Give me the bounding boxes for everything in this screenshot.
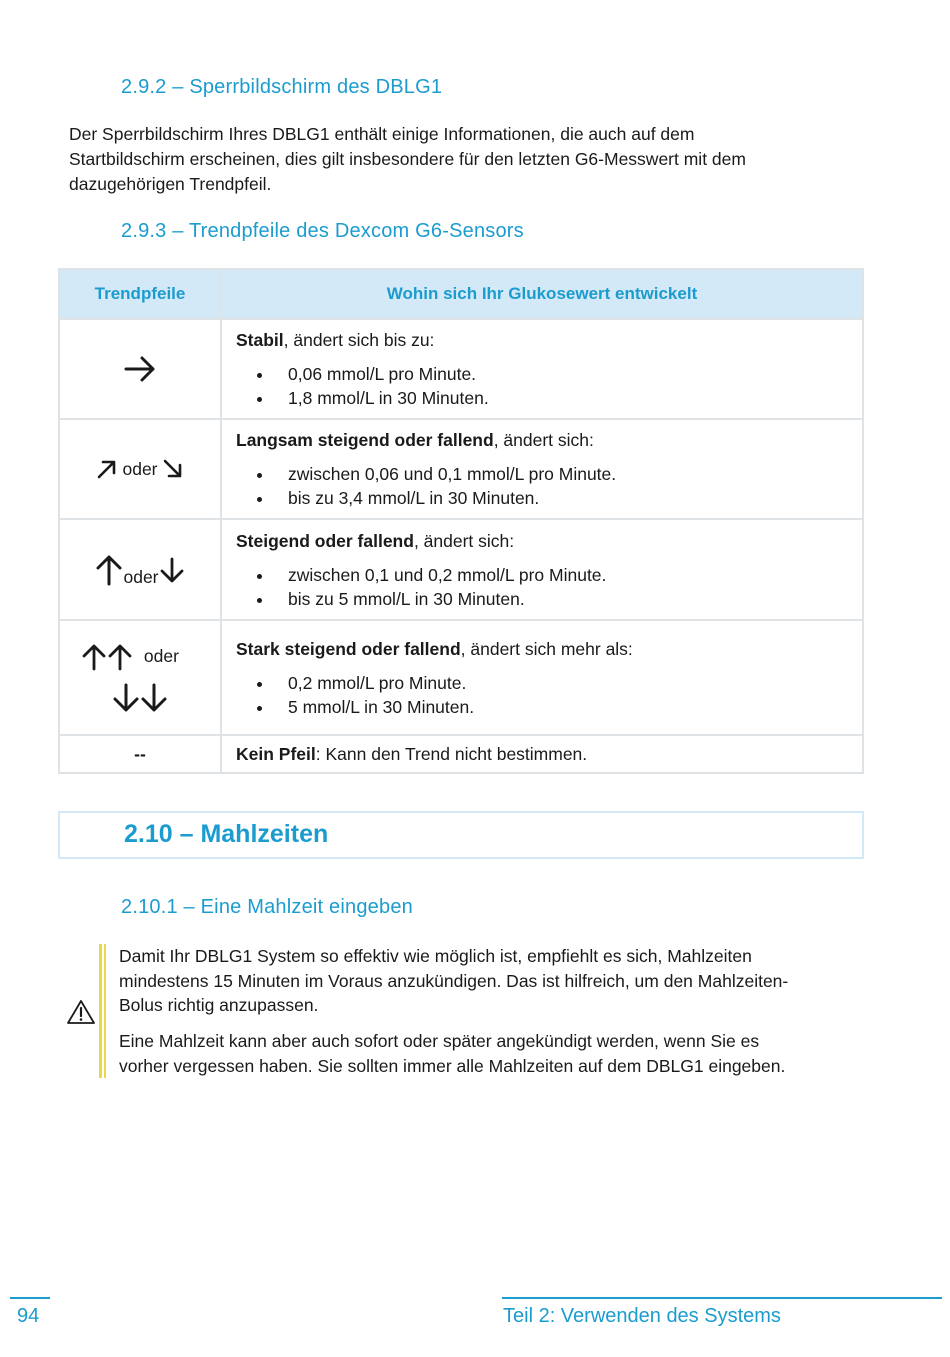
- note-line: Damit Ihr DBLG1 System so effektiv wie möglich ist, empfiehlt es sich, Mahlzeiten: [119, 946, 752, 966]
- list-item: • bis zu 3,4 mmol/L in 30 Minuten.: [274, 486, 848, 510]
- table-row: [59, 319, 863, 419]
- trend-description-cell: [221, 419, 863, 519]
- list-item: • 1,8 mmol/L in 30 Minuten.: [274, 386, 848, 410]
- arrow-up-right-icon: [96, 458, 118, 480]
- oder-label: oder: [143, 646, 179, 666]
- trend-text: , ändert sich:: [493, 430, 594, 450]
- trend-text: , ändert sich bis zu:: [283, 330, 435, 350]
- note-bar: [104, 944, 106, 1078]
- trend-description-cell: [221, 319, 863, 419]
- trend-symbol-cell: [59, 519, 221, 620]
- trend-text: , ändert sich mehr als:: [460, 638, 633, 659]
- list-item: • 5 mmol/L in 30 Minuten.: [274, 695, 848, 719]
- list-item: • 0,06 mmol/L pro Minute.: [274, 362, 848, 386]
- note-line: mindestens 15 Minuten im Voraus anzukündigen. Das ist hilfreich, um den Mahlzeiten-: [119, 970, 789, 991]
- arrow-down-right-icon: [162, 458, 184, 480]
- note-line: vorher vergessen haben. Sie sollten immer alle Mahlzeiten auf dem DBLG1 eingeben.: [119, 1055, 786, 1076]
- trend-text: : Kann den Trend nicht bestimmen.: [315, 743, 588, 764]
- footer-rule-right: [502, 1297, 942, 1299]
- section-title-box: [58, 811, 864, 859]
- trend-description-cell: [221, 735, 863, 773]
- trend-description-cell: [221, 620, 863, 735]
- table-row: [59, 519, 863, 620]
- arrow-down-icon: [112, 683, 140, 713]
- note-paragraph-1: [119, 944, 788, 1018]
- header-trendpfeile: Trendpfeile: [59, 269, 221, 319]
- trend-text: , ändert sich:: [413, 530, 515, 551]
- oder-label: oder: [122, 458, 158, 479]
- list-item: • 0,2 mmol/L pro Minute.: [274, 671, 848, 695]
- trend-label: Kein Pfeil: [236, 743, 316, 764]
- list-item: • zwischen 0,1 und 0,2 mmol/L pro Minute.: [274, 563, 848, 587]
- header-glukosewert: Wohin sich Ihr Glukosewert entwickelt: [221, 269, 863, 319]
- trend-arrows-table: [58, 268, 864, 774]
- arrow-up-icon: [81, 643, 107, 671]
- arrow-up-icon: [95, 554, 123, 586]
- arrow-up-icon: [107, 643, 133, 671]
- note-line: Bolus richtig anzupassen.: [119, 995, 319, 1015]
- arrow-down-icon: [140, 683, 168, 713]
- arrow-right-icon: [123, 354, 157, 384]
- trend-symbol-cell: [59, 620, 221, 735]
- table-row: [59, 735, 863, 773]
- intro-line: Startbildschirm erscheinen, dies gilt insbesondere für den letzten G6-Messwert mit dem: [69, 149, 746, 169]
- footer-rule-left: [10, 1297, 50, 1299]
- heading-2-9-2: 2.9.2 – Sperrbildschirm des DBLG1: [121, 76, 443, 98]
- trend-symbol-cell: [59, 419, 221, 519]
- table-row: [59, 620, 863, 735]
- oder-label: oder: [123, 567, 159, 587]
- double-up-group: [81, 643, 219, 671]
- intro-paragraph: [69, 122, 746, 197]
- intro-line: Der Sperrbildschirm Ihres DBLG1 enthält einige Informationen, die auch auf dem: [69, 124, 695, 144]
- trend-symbol-cell: [59, 319, 221, 419]
- list-item: • bis zu 5 mmol/L in 30 Minuten.: [274, 587, 848, 611]
- trend-list: [236, 362, 848, 410]
- trend-label: Stark steigend oder fallend: [236, 638, 461, 659]
- table-row: [59, 419, 863, 519]
- note-line: Eine Mahlzeit kann aber auch sofort oder später angekündigt werden, wenn Sie es: [119, 1031, 760, 1051]
- table-header-row: [59, 269, 863, 319]
- warning-triangle-icon: [66, 999, 96, 1025]
- trend-label: Steigend oder fallend: [236, 530, 414, 551]
- trend-list: [236, 671, 848, 719]
- trend-list: [236, 563, 848, 611]
- trend-label: Langsam steigend oder fallend: [236, 430, 494, 450]
- list-item: • zwischen 0,06 und 0,1 mmol/L pro Minute.: [274, 462, 848, 486]
- note-paragraph-2: [119, 1029, 785, 1078]
- footer-section-label: Teil 2: Verwenden des Systems: [503, 1305, 781, 1327]
- trend-label: Stabil: [236, 330, 284, 350]
- trend-description-cell: [221, 519, 863, 620]
- trend-list: [236, 462, 848, 510]
- page-number: 94: [17, 1305, 40, 1327]
- heading-2-9-3: 2.9.3 – Trendpfeile des Dexcom G6-Sensors: [121, 220, 524, 242]
- section-title: 2.10 – Mahlzeiten: [124, 820, 329, 848]
- double-down-group: [61, 683, 219, 713]
- trend-symbol-cell: --: [59, 735, 221, 773]
- arrow-down-icon: [159, 557, 185, 583]
- heading-2-10-1: 2.10.1 – Eine Mahlzeit eingeben: [121, 896, 413, 918]
- intro-line: dazugehörigen Trendpfeil.: [69, 174, 272, 194]
- note-bar: [99, 944, 102, 1078]
